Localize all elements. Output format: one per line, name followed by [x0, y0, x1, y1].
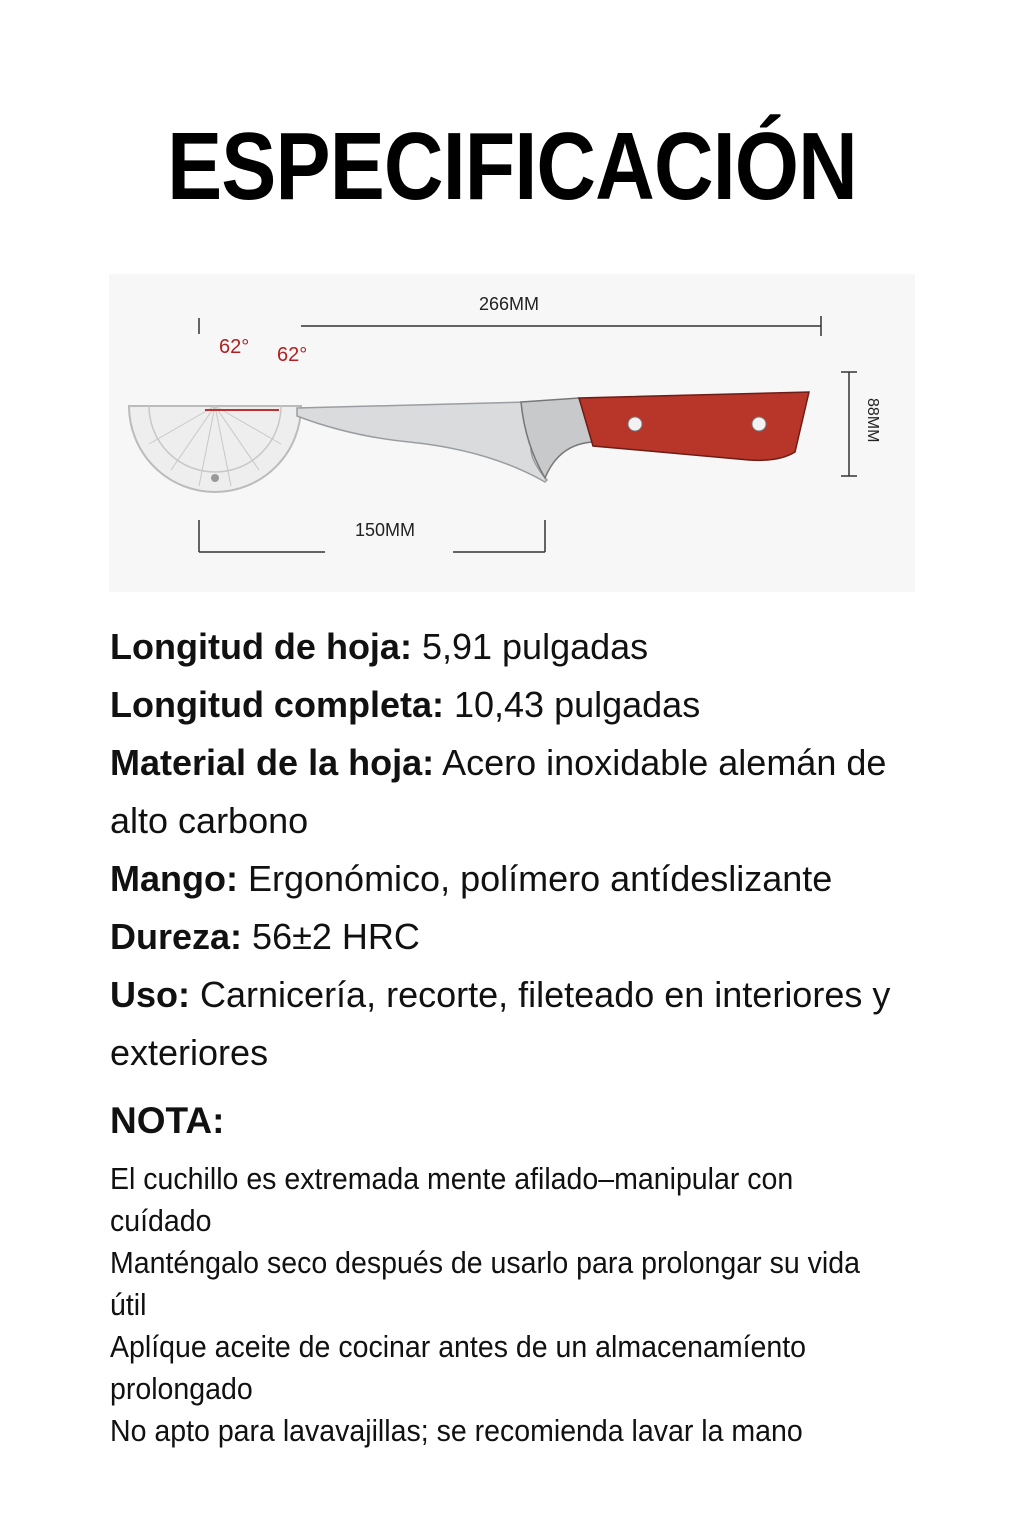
spec-handle — [110, 850, 930, 908]
knife-dimension-figure — [109, 274, 915, 592]
spec-value: 5,91 pulgadas — [421, 626, 649, 667]
blade-length-label: 150MM — [355, 520, 416, 540]
spec-list — [110, 618, 930, 1082]
rivet — [752, 417, 766, 431]
note-item: Manténgalo seco después de usarlo para prolongar su vida útil — [110, 1245, 860, 1322]
protractor-icon — [129, 406, 301, 492]
angle-left-label: 62° — [219, 336, 250, 358]
spec-value: 56±2 HRC — [252, 916, 420, 957]
angle-right-label: 62° — [277, 344, 308, 366]
page-title: ESPECIFICACIÓN — [167, 113, 857, 220]
spec-label: Mango: — [110, 858, 238, 899]
spec-label: Material de la hoja: — [110, 742, 435, 783]
spec-value: 10,43 pulgadas — [453, 684, 701, 725]
spec-label: Dureza: — [110, 916, 243, 957]
note-title: NOTA: — [110, 1100, 225, 1141]
spec-blade-material — [110, 734, 930, 850]
spec-label: Uso: — [110, 974, 190, 1015]
rivet — [628, 417, 642, 431]
spec-blade-length — [110, 618, 930, 676]
handle — [579, 392, 809, 460]
spec-label: Longitud de hoja: — [110, 626, 412, 667]
spec-full-length — [110, 676, 930, 734]
spec-value: Carnicería, recorte, fileteado en interiores y exteriores — [110, 974, 891, 1073]
blade — [297, 402, 547, 482]
knife-diagram — [109, 274, 915, 592]
note-item: No apto para lavavajillas; se recomienda lavar la mano — [110, 1413, 803, 1448]
spec-label: Longitud completa: — [110, 684, 444, 725]
height-label: 88MM — [864, 398, 881, 443]
note-list — [110, 1158, 864, 1452]
note-item: El cuchillo es extremada mente afilado–manipular con cuídado — [110, 1161, 794, 1238]
spec-value: Ergonómico, polímero antídeslizante — [247, 858, 833, 899]
note-item: Aplíque aceite de cocinar antes de un almacenamíento prolongado — [110, 1329, 807, 1406]
spec-value: Acero inoxidable alemán de alto carbono — [110, 742, 887, 841]
spec-usage — [110, 966, 930, 1082]
total-length-label: 266MM — [479, 294, 540, 314]
spec-hardness — [110, 908, 930, 966]
